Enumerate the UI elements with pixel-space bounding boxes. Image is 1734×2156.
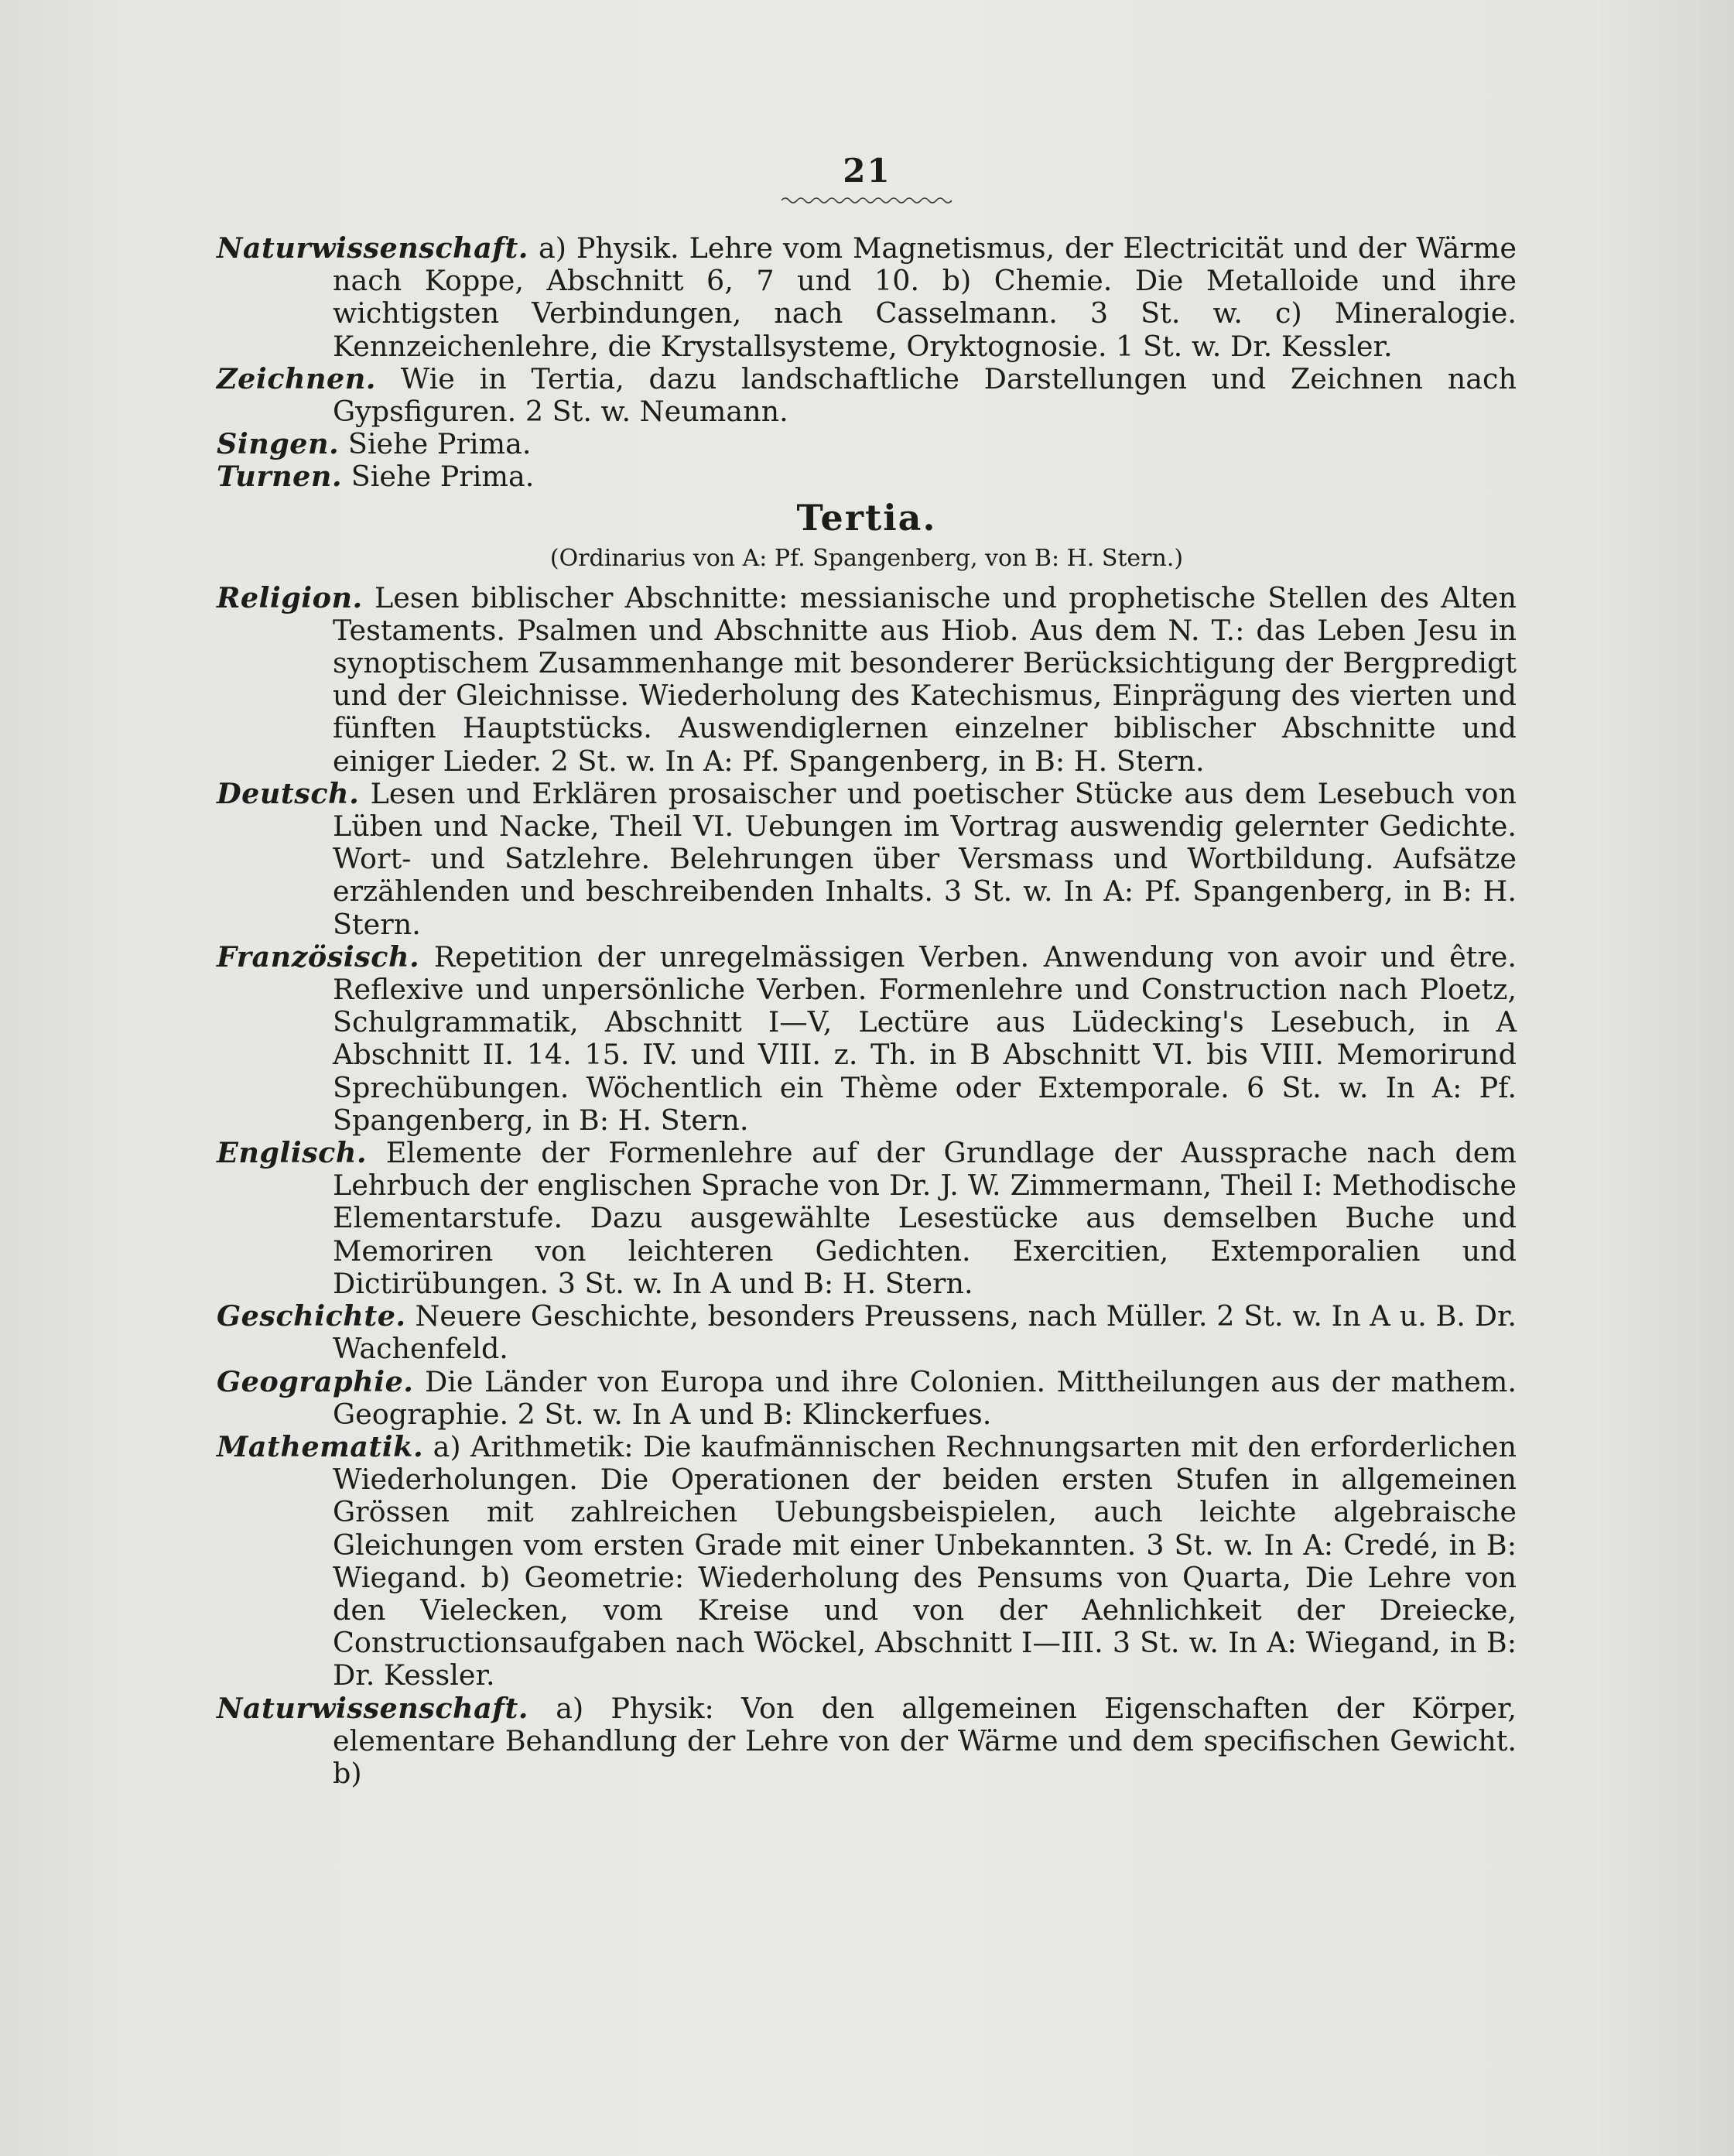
entry-text: Siehe Prima. <box>351 460 535 494</box>
entry-subject: Naturwissenschaft. <box>217 1691 529 1725</box>
entry-naturwissenschaft-tertia <box>217 1692 1517 1791</box>
entry-franzoesisch <box>217 941 1517 1137</box>
entry-text: a) Physik: Von den allgemeinen Eigenschaften der Körper, elementare Behandlung der Lehre von der Wärme und dem specifischen Gewicht. b) <box>333 1691 1517 1790</box>
entry-subject: Französisch. <box>217 939 420 974</box>
entry-text: Lesen biblischer Abschnitte: messianische und prophetische Stellen des Alten Testaments. Psalmen und Abschnitte aus Hiob. Aus dem N. T.: das Leben Jesu in synoptischem Zusammenhange mit besonderer Berücksichtigung der Bergpredigt und der Gleichnisse. Wiederholung des Katechismus, Einprägung des vierten und fünften Hauptstücks. Auswendiglernen einzelner biblischer Abschnitte und einiger Lieder. 2 St. w. In A: Pf. Spangenberg, in B: H. Stern. <box>333 580 1517 778</box>
entry-subject: Geschichte. <box>217 1299 406 1333</box>
entry-religion <box>217 582 1517 778</box>
entry-text: Lesen und Erklären prosaischer und poetischer Stücke aus dem Lesebuch von Lüben und Nacke, Theil VI. Uebungen im Vortrag auswendig gelernter Gedichte. Wort- und Satzlehre. Belehrungen über Versmass und Wortbildung. Aufsätze erzählenden und beschreibenden Inhalts. 3 St. w. In A: Pf. Spangenberg, in B: H. Stern. <box>333 776 1517 941</box>
entry-subject: Singen. <box>217 427 340 461</box>
entry-text: a) Arithmetik: Die kaufmännischen Rechnungsarten mit den erforderlichen Wiederholungen. Die Operationen der beiden ersten Stufen in allgemeinen Grössen mit zahlreichen Uebungsbeispielen, auch leichte algebraische Gleichungen vom ersten Grade mit einer Unbekannten. 3 St. w. In A: Credé, in B: Wiegand. b) Geometrie: Wiederholung des Pensums von Quarta, Die Lehre von den Vielecken, vom Kreise und von der Aehnlichkeit der Dreiecke, Constructionsaufgaben nach Wöckel, Abschnitt I—III. 3 St. w. In A: Wiegand, in B: Dr. Kessler. <box>333 1429 1517 1692</box>
entry-subject: Zeichnen. <box>217 361 376 395</box>
entry-subject: Deutsch. <box>217 776 360 810</box>
entry-subject: Naturwissenschaft. <box>217 231 529 265</box>
entry-zeichnen <box>217 363 1517 428</box>
section-ordinarius: (Ordinarius von A: Pf. Spangenberg, von B: H. Stern.) <box>549 544 1184 572</box>
entry-subject: Mathematik. <box>217 1429 424 1463</box>
entry-mathematik <box>217 1431 1517 1692</box>
entry-geographie <box>217 1366 1517 1431</box>
entry-englisch <box>217 1137 1517 1300</box>
entry-subject: Geographie. <box>217 1364 414 1398</box>
entry-subject: Englisch. <box>217 1136 368 1170</box>
entry-turnen <box>217 460 1517 493</box>
entry-text: Siehe Prima. <box>347 427 532 461</box>
entry-subject: Turnen. <box>217 460 343 494</box>
entry-deutsch <box>217 778 1517 941</box>
entry-text: a) Physik. Lehre vom Magnetismus, der Electricität und der Wärme nach Koppe, Abschnitt 6, 7 und 10. b) Chemie. Die Metalloide und ihre wichtigsten Verbindungen, nach Casselmann. 3 St. w. c) Mineralogie. Kennzeichenlehre, die Krystallsysteme, Oryktognosie. 1 St. w. Dr. Kessler. <box>333 231 1517 363</box>
entry-singen <box>217 428 1517 460</box>
entry-text: Die Länder von Europa und ihre Colonien. Mittheilungen aus der mathem. Geographie. 2 St. w. In A und B: Klinckerfues. <box>333 1364 1517 1431</box>
entry-naturwissenschaft-sekunda <box>217 232 1517 363</box>
entry-text: Neuere Geschichte, besonders Preussens, nach Müller. 2 St. w. In A u. B. Dr. Wachenfeld. <box>333 1299 1517 1366</box>
entry-text: Repetition der unregelmässigen Verben. Anwendung von avoir und être. Reflexive und unpersönliche Verben. Formenlehre und Construction nach Ploetz, Schulgrammatik, Abschnitt I—V, Lectüre aus Lüdecking's Lesebuch, in A Abschnitt II. 14. 15. IV. und VIII. z. Th. in B Abschnitt VI. bis VIII. Memorirund Sprechübungen. Wöchentlich ein Thème oder Extemporale. 6 St. w. In A: Pf. Spangenberg, in B: H. Stern. <box>333 939 1517 1137</box>
section-title: Tertia. <box>796 496 937 539</box>
page-number: 21 <box>843 152 891 190</box>
entry-geschichte <box>217 1300 1517 1365</box>
entry-subject: Religion. <box>217 580 363 614</box>
ornament-rule <box>781 195 952 206</box>
entry-text: Wie in Tertia, dazu landschaftliche Darstellungen und Zeichnen nach Gypsfiguren. 2 St. w. Neumann. <box>333 361 1517 429</box>
entry-text: Elemente der Formenlehre auf der Grundlage der Aussprache nach dem Lehrbuch der englischen Sprache von Dr. J. W. Zimmermann, Theil I: Methodische Elementarstufe. Dazu ausgewählte Lesestücke aus demselben Buche und Memoriren von leichteren Gedichten. Exercitien, Extemporalien und Dictirübungen. 3 St. w. In A und B: H. Stern. <box>333 1136 1517 1300</box>
page-content <box>217 232 1517 1790</box>
